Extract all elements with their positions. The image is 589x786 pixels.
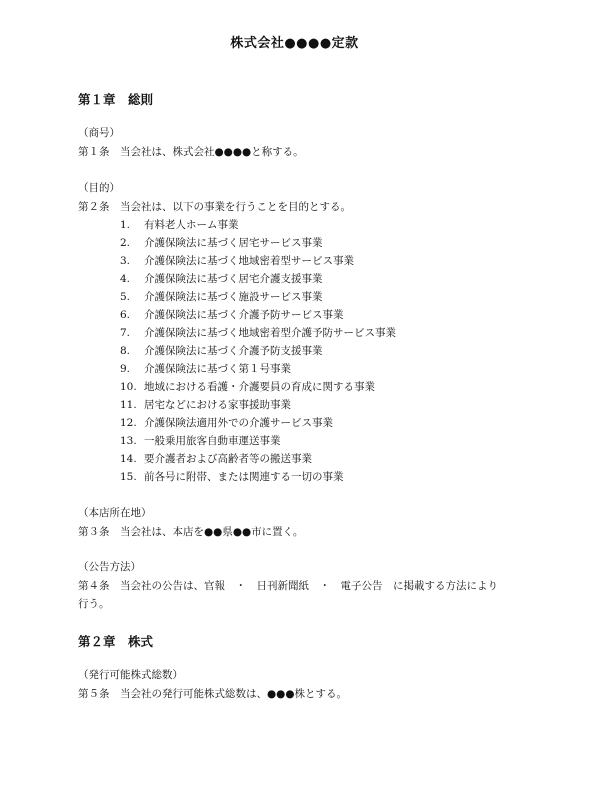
article-2-caption: （目的）	[78, 182, 120, 194]
chapter-2-heading: 第２章 株式	[78, 634, 154, 649]
article-1-caption: （商号）	[78, 127, 120, 139]
article-2-text: 第２条 当会社は、以下の事業を行うことを目的とする。	[78, 201, 351, 213]
list-item: 13. 一般乗用旅客自動車運送事業	[120, 435, 281, 447]
list-item: 2. 介護保険法に基づく居宅サービス事業	[120, 237, 323, 249]
article-4-text: 第４条 当会社の公告は、官報 ・ 日刊新聞紙 ・ 電子公告 に掲載する方法により	[78, 580, 498, 592]
list-item: 5. 介護保険法に基づく施設サービス事業	[120, 291, 323, 303]
article-3-text: 第３条 当会社は、本店を●●県●●市に置く。	[78, 526, 304, 538]
article-4-text-continued: 行う。	[78, 598, 110, 610]
list-item: 1. 有料老人ホーム事業	[120, 219, 239, 231]
list-item: 4. 介護保険法に基づく居宅介護支援事業	[120, 273, 323, 285]
document-title: 株式会社●●●●定款	[230, 36, 359, 51]
list-item: 11. 居宅などにおける家事援助事業	[120, 399, 291, 411]
list-item: 10. 地域における看護・介護要員の育成に関する事業	[120, 381, 375, 393]
article-4-caption: （公告方法）	[78, 561, 141, 573]
list-item: 15. 前各号に附帯、または関連する一切の事業	[120, 471, 344, 483]
article-5-text: 第５条 当会社の発行可能株式総数は、●●●株とする。	[78, 688, 347, 700]
chapter-1-heading: 第１章 総則	[78, 92, 154, 107]
list-item: 12. 介護保険法適用外での介護サービス事業	[120, 417, 333, 429]
list-item: 3. 介護保険法に基づく地域密着型サービス事業	[120, 255, 354, 267]
list-item: 8. 介護保険法に基づく介護予防支援事業	[120, 345, 323, 357]
list-item: 7. 介護保険法に基づく地域密着型介護予防サービス事業	[120, 327, 396, 339]
list-item: 14. 要介護者および高齢者等の搬送事業	[120, 453, 312, 465]
article-3-caption: （本店所在地）	[78, 507, 152, 519]
article-5-caption: （発行可能株式総数）	[78, 669, 183, 681]
list-item: 6. 介護保険法に基づく介護予防サービス事業	[120, 309, 344, 321]
list-item: 9. 介護保険法に基づく第１号事業	[120, 363, 291, 375]
article-1-text: 第１条 当会社は、株式会社●●●●と称する。	[78, 146, 304, 158]
